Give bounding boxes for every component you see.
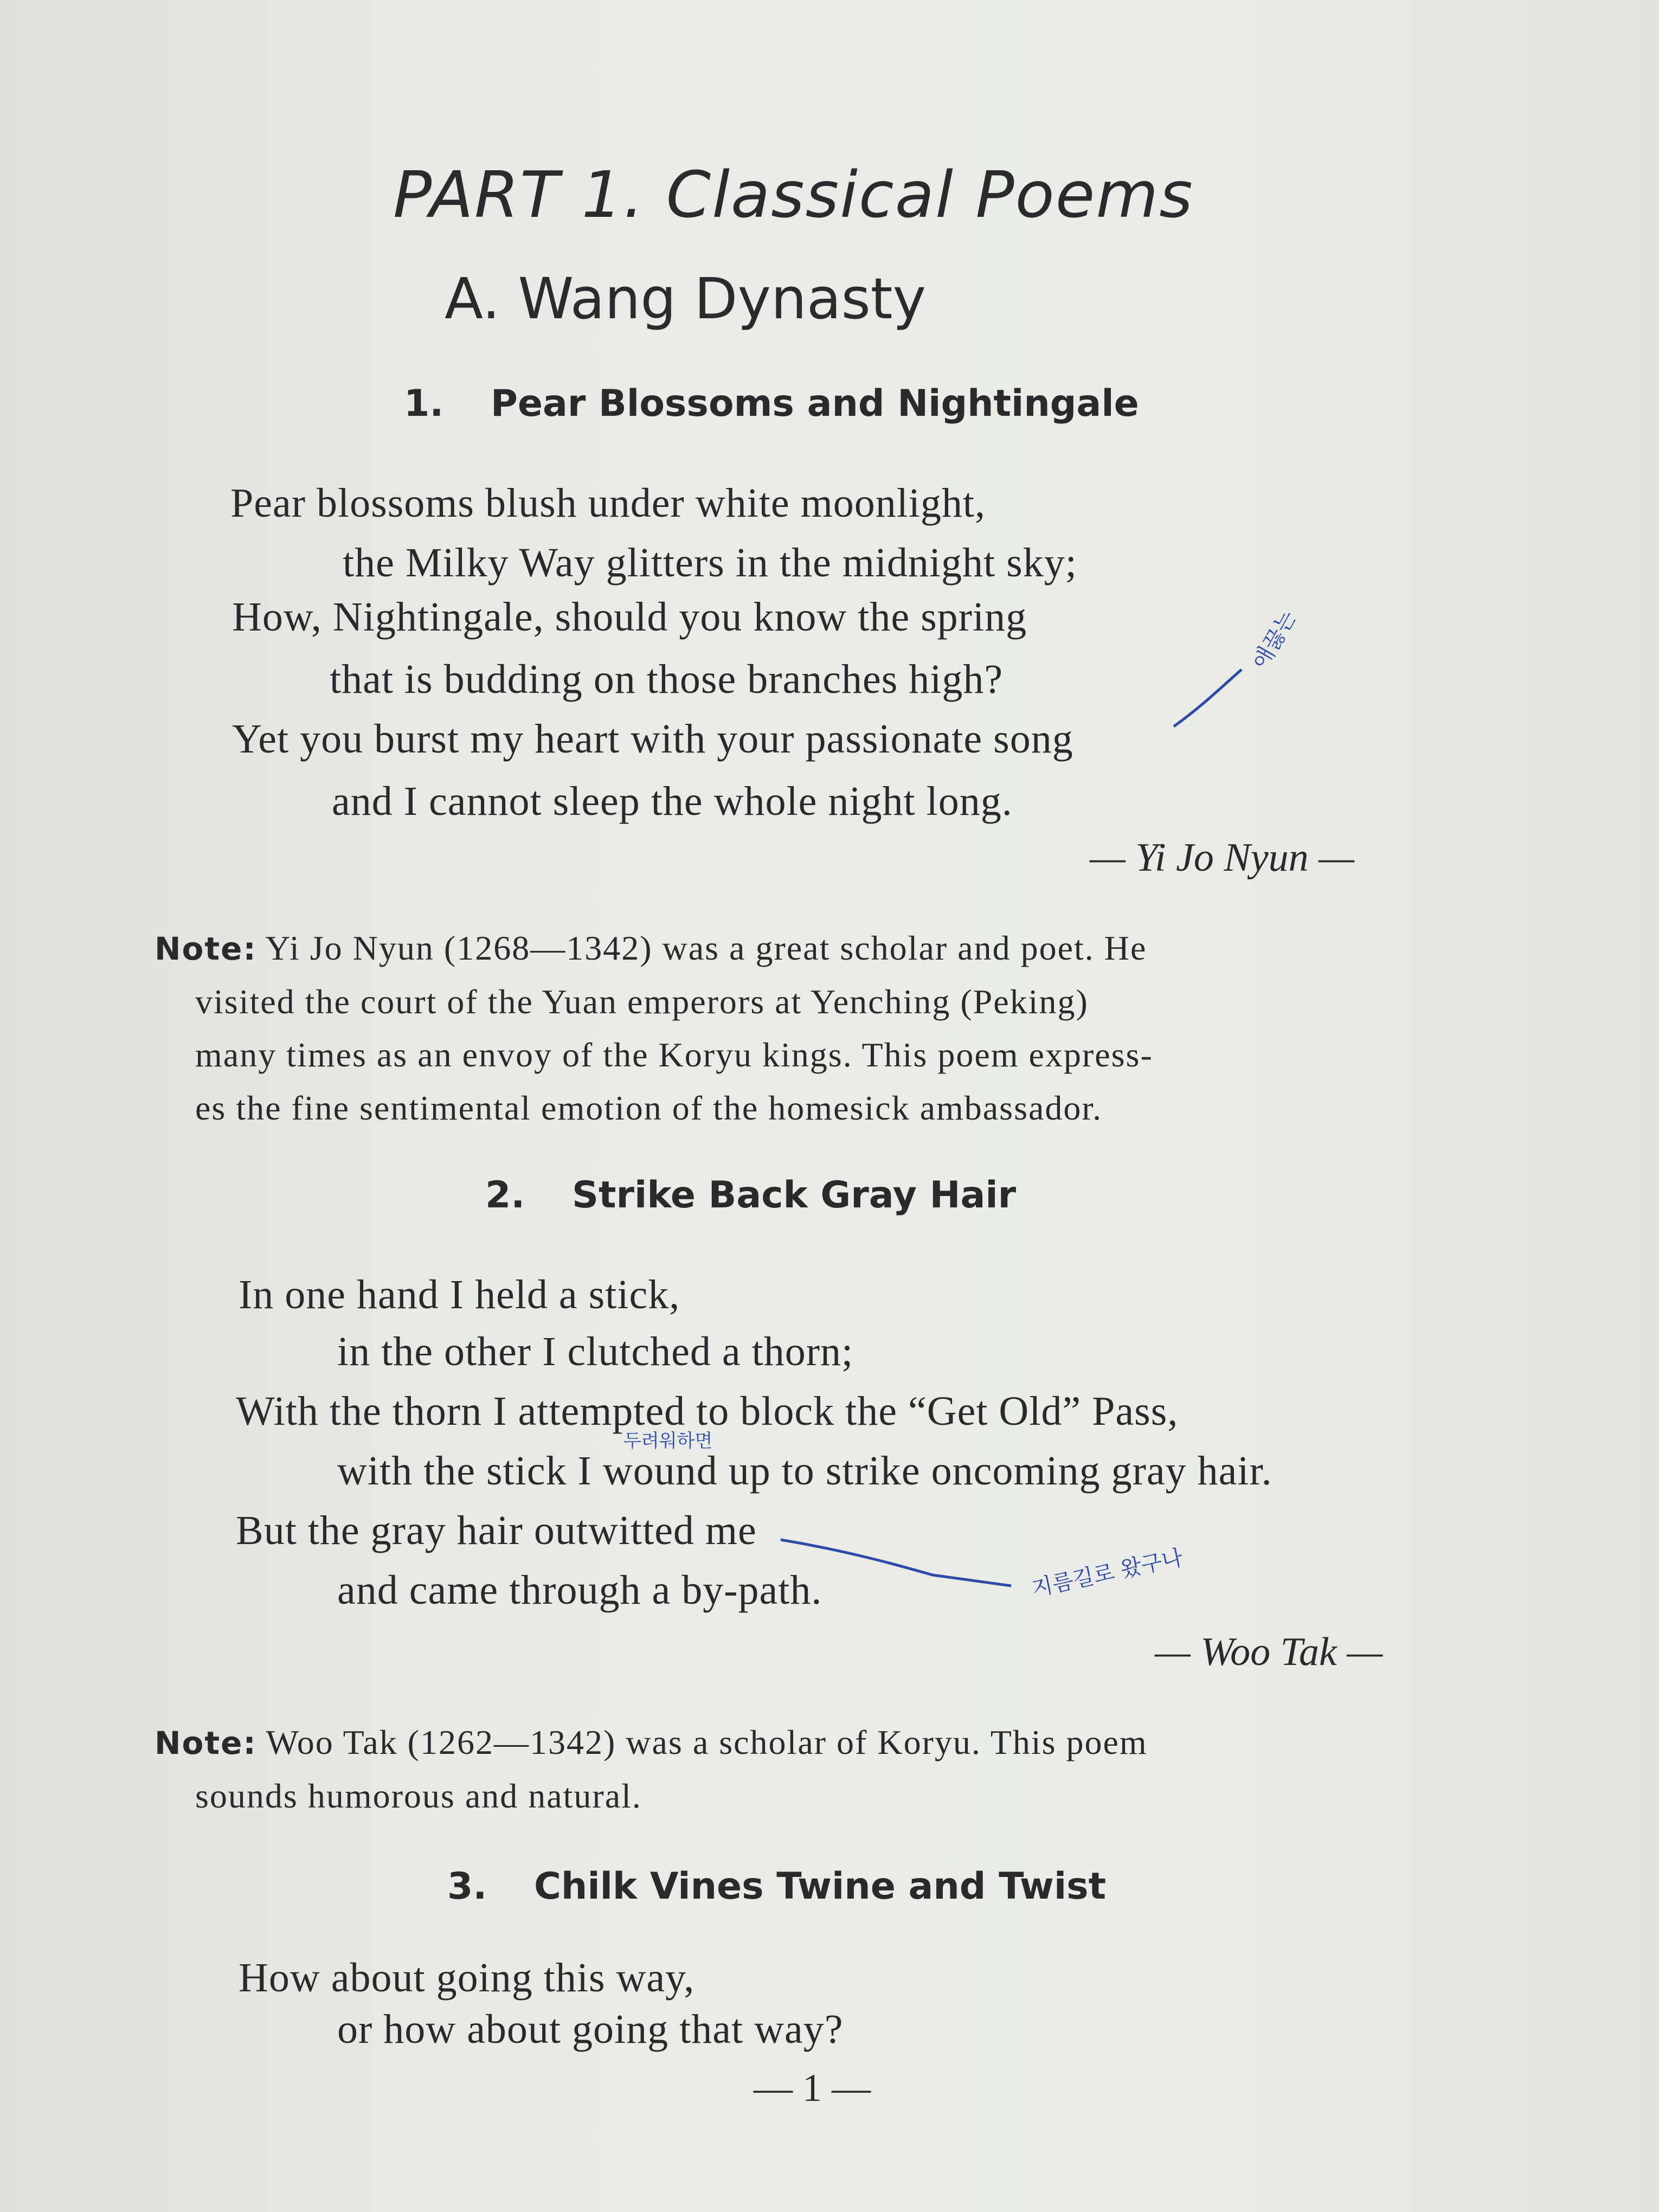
poem-3-line-1: How about going this way, [239, 1955, 695, 2001]
poem-2-line-3: With the thorn I attempted to block the “Get Old” Pass, [236, 1388, 1179, 1434]
poem-2-line-2: in the other I clutched a thorn; [337, 1329, 854, 1374]
handwritten-note-1: 애끓는 [1248, 606, 1301, 673]
handwritten-note-2: 두려워하면 [623, 1430, 713, 1452]
ink-stroke-outwitted [781, 1540, 1011, 1586]
poem-1-number: 1. [404, 382, 444, 425]
poem-1-note-line-4: es the fine sentimental emotion of the homesick ambassador. [195, 1089, 1103, 1127]
ink-stroke-passionate [1174, 670, 1242, 726]
poem-2-note-line-1: Woo Tak (1262—1342) was a scholar of Koryu. This poem [266, 1723, 1148, 1761]
poem-2-title-text: Strike Back Gray Hair [572, 1174, 1017, 1217]
poem-1-note-label: Note: [155, 930, 257, 967]
poem-2-note-line-2: sounds humorous and natural. [195, 1777, 642, 1815]
poem-3-line-2: or how about going that way? [337, 2007, 844, 2052]
poem-1-line-3: How, Nightingale, should you know the spring [232, 594, 1027, 640]
poem-1-line-6: and I cannot sleep the whole night long. [332, 779, 1013, 824]
part-title: PART 1. Classical Poems [393, 157, 1194, 232]
poem-3-title-text: Chilk Vines Twine and Twist [534, 1865, 1107, 1908]
poem-2-number: 2. [485, 1174, 525, 1217]
page-number: — 1 — [754, 2066, 871, 2110]
poem-1-note-line-1: Yi Jo Nyun (1268—1342) was a great scholar and poet. He [265, 929, 1147, 967]
poem-1-line-4: that is budding on those branches high? [330, 657, 1004, 702]
section-title: A. Wang Dynasty [445, 266, 927, 332]
poem-2-line-4: with the stick I wound up to strike oncoming gray hair. [337, 1448, 1272, 1494]
poem-1-line-2: the Milky Way glitters in the midnight sky; [343, 540, 1077, 586]
poem-2-line-5: But the gray hair outwitted me [236, 1508, 757, 1553]
poem-1-line-5: Yet you burst my heart with your passionate song [232, 716, 1073, 762]
poem-2-note-label: Note: [155, 1725, 257, 1761]
poem-3-number: 3. [447, 1865, 487, 1908]
poem-2-line-6: and came through a by-path. [337, 1567, 822, 1613]
handwritten-note-3: 지름길로 왔구나 [1030, 1545, 1185, 1602]
poem-1-note-line-3: many times as an envoy of the Koryu kings. This poem express- [195, 1036, 1153, 1074]
poem-1-line-1: Pear blossoms blush under white moonlight, [230, 480, 986, 526]
poem-1-title-text: Pear Blossoms and Nightingale [491, 382, 1139, 425]
poem-2-author: — Woo Tak — [1155, 1630, 1383, 1674]
poem-1-note-line-2: visited the court of the Yuan emperors at Yenching (Peking) [195, 982, 1089, 1021]
poem-1-author: — Yi Jo Nyun — [1090, 835, 1354, 880]
poem-2-line-1: In one hand I held a stick, [239, 1272, 680, 1317]
